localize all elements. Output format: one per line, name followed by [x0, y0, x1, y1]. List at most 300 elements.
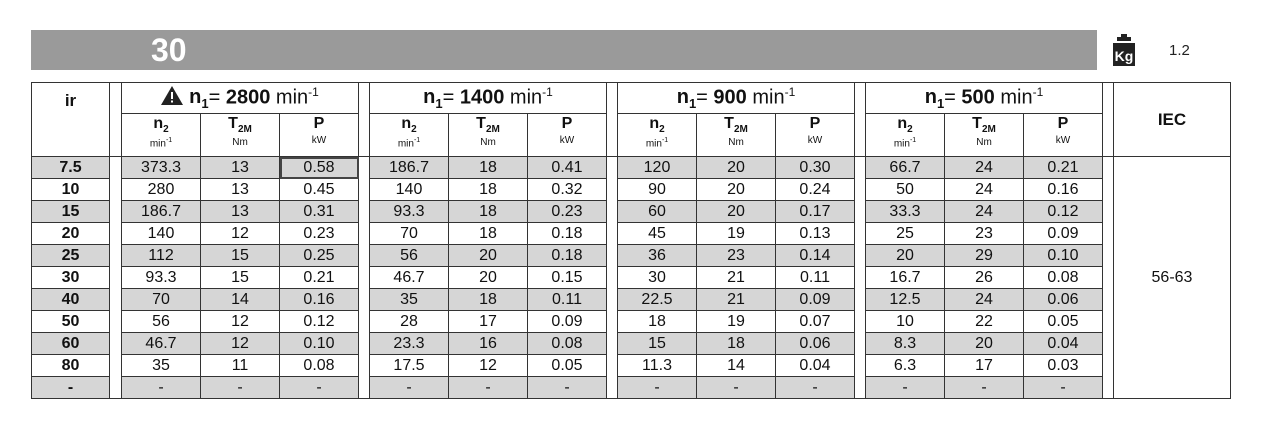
quantity-unit: $\min^{-1}$ [149, 137, 173, 150]
value-cell: 12 [201, 223, 280, 245]
value-cell: 20 [945, 333, 1024, 355]
value-cell: 26 [945, 267, 1024, 289]
input-speed-value: 500 [961, 86, 995, 109]
quantity-header [122, 114, 201, 157]
value-cell: 0.10 [1024, 245, 1103, 267]
column-gap [359, 83, 370, 157]
value-cell: 20 [697, 201, 776, 223]
quantity-unit: Nm [976, 137, 992, 149]
quantity-header [697, 114, 776, 157]
value-cell: 17.5 [370, 355, 449, 377]
quantity-header [449, 114, 528, 157]
value-cell: 46.7 [122, 333, 201, 355]
weight-value: 1.2 [1169, 42, 1190, 59]
table-row [32, 245, 1231, 267]
column-gap [110, 179, 122, 201]
value-cell: 0.41 [528, 157, 607, 179]
speed-unit: min [746, 86, 785, 109]
column-gap [1103, 83, 1114, 157]
quantity-symbol: P [313, 115, 325, 132]
column-gap [607, 267, 618, 289]
value-cell: 0.08 [528, 333, 607, 355]
column-gap [855, 157, 866, 179]
unit-exponent: -1 [661, 137, 669, 145]
column-gap [855, 333, 866, 355]
value-cell: 0.04 [1024, 333, 1103, 355]
value-cell: 21 [697, 267, 776, 289]
ratio-cell: 50 [32, 311, 110, 333]
value-cell: 12 [201, 333, 280, 355]
value-cell: 22.5 [618, 289, 697, 311]
table-row [32, 377, 1231, 399]
value-cell: 0.08 [280, 355, 359, 377]
value-cell: 22 [945, 311, 1024, 333]
value-cell: 0.16 [1024, 179, 1103, 201]
column-gap [607, 179, 618, 201]
value-cell: - [697, 377, 776, 399]
ratio-cell: 20 [32, 223, 110, 245]
column-gap [855, 267, 866, 289]
value-cell: 11 [201, 355, 280, 377]
value-cell: 46.7 [370, 267, 449, 289]
value-cell: 13 [201, 179, 280, 201]
table-row [32, 333, 1231, 355]
column-gap [110, 245, 122, 267]
value-cell: 0.23 [280, 223, 359, 245]
value-cell: 93.3 [370, 201, 449, 223]
column-gap [110, 201, 122, 223]
column-gap [1103, 245, 1114, 267]
column-gap [110, 223, 122, 245]
quantity-subscript: 2M [733, 124, 748, 136]
value-cell: 186.7 [370, 157, 449, 179]
value-cell: 0.14 [776, 245, 855, 267]
column-gap [1103, 179, 1114, 201]
table-row [32, 179, 1231, 201]
value-cell: 0.09 [528, 311, 607, 333]
speed-symbol: $n_1$ [423, 86, 443, 112]
column-gap [110, 333, 122, 355]
quantity-header [528, 114, 607, 157]
column-gap [359, 267, 370, 289]
quantity-subscript: 2M [981, 124, 996, 136]
table-row [32, 355, 1231, 377]
table-row [32, 311, 1231, 333]
value-cell: 373.3 [122, 157, 201, 179]
table-row [32, 157, 1231, 179]
value-cell: 16 [449, 333, 528, 355]
speed-unit: min [504, 86, 543, 109]
quantity-subscript: 2 [411, 124, 417, 136]
column-gap [110, 267, 122, 289]
value-cell: - [618, 377, 697, 399]
column-gap [855, 311, 866, 333]
ratio-cell: 40 [32, 289, 110, 311]
value-cell: 0.21 [280, 267, 359, 289]
value-cell: 10 [866, 311, 945, 333]
quantity-header [1024, 114, 1103, 157]
value-cell: 20 [449, 267, 528, 289]
value-cell: 17 [945, 355, 1024, 377]
value-cell: 0.32 [528, 179, 607, 201]
unit-exponent: -1 [909, 137, 917, 145]
value-cell: 56 [122, 311, 201, 333]
value-cell: 90 [618, 179, 697, 201]
column-gap [607, 355, 618, 377]
value-cell: 0.18 [528, 223, 607, 245]
value-cell: 0.11 [776, 267, 855, 289]
weight-indicator [1113, 30, 1223, 70]
iec-header: IEC [1114, 83, 1231, 157]
value-cell: 18 [449, 201, 528, 223]
value-cell: 18 [618, 311, 697, 333]
value-cell: 23 [945, 223, 1024, 245]
column-gap [607, 245, 618, 267]
value-cell: 112 [122, 245, 201, 267]
column-gap [607, 311, 618, 333]
quantity-header [280, 114, 359, 157]
value-cell: 0.10 [280, 333, 359, 355]
header-row-groups [32, 83, 1231, 114]
svg-text:Kg: Kg [1114, 48, 1134, 64]
column-gap [359, 201, 370, 223]
value-cell: 30 [618, 267, 697, 289]
value-cell: 0.23 [528, 201, 607, 223]
value-cell: 36 [618, 245, 697, 267]
quantity-unit: $\min^{-1}$ [893, 137, 917, 150]
column-gap [1103, 157, 1114, 179]
value-cell: 70 [370, 223, 449, 245]
value-cell: 35 [370, 289, 449, 311]
value-cell: 24 [945, 289, 1024, 311]
speed-symbol: $n_1$ [924, 86, 945, 112]
gearbox-size: 30 [151, 32, 187, 68]
column-gap [607, 377, 618, 399]
column-gap [607, 289, 618, 311]
column-gap [359, 179, 370, 201]
equals-sign: = [442, 86, 460, 109]
value-cell: 20 [697, 157, 776, 179]
column-gap [1103, 355, 1114, 377]
value-cell: 280 [122, 179, 201, 201]
column-gap [359, 245, 370, 267]
quantity-unit: Nm [232, 137, 248, 149]
speed-subscript: 1 [435, 96, 443, 112]
value-cell: 24 [945, 201, 1024, 223]
quantity-header [776, 114, 855, 157]
value-cell: 93.3 [122, 267, 201, 289]
quantity-symbol: $T_{2M}$ [724, 115, 748, 136]
column-gap [607, 157, 618, 179]
quantity-symbol: $T_{2M}$ [228, 115, 252, 136]
quantity-symbol: $n_2$ [153, 115, 169, 136]
quantity-symbol: $T_{2M}$ [476, 115, 500, 136]
column-gap [855, 201, 866, 223]
column-gap [359, 311, 370, 333]
unit-exponent: -1 [413, 137, 421, 145]
column-gap [1103, 201, 1114, 223]
value-cell: 0.03 [1024, 355, 1103, 377]
column-gap [359, 289, 370, 311]
value-cell: 28 [370, 311, 449, 333]
column-gap [855, 355, 866, 377]
value-cell: 20 [449, 245, 528, 267]
value-cell: - [201, 377, 280, 399]
value-cell: 0.05 [528, 355, 607, 377]
quantity-unit: Nm [480, 137, 496, 149]
quantity-unit: kW [559, 135, 575, 146]
ratio-cell: - [32, 377, 110, 399]
quantity-unit: Nm [728, 137, 744, 149]
speed-subscript: 1 [936, 96, 945, 112]
quantity-symbol: $n_2$ [897, 115, 913, 136]
table-row [32, 201, 1231, 223]
speed-subscript: 1 [201, 96, 209, 112]
column-gap [855, 179, 866, 201]
speed-group-header [122, 83, 359, 114]
speed-group-header [370, 83, 607, 114]
quantity-unit: $\min^{-1}$ [645, 137, 669, 150]
value-cell: 18 [449, 179, 528, 201]
column-gap [1103, 267, 1114, 289]
warning-icon [161, 86, 183, 105]
value-cell: 24 [945, 157, 1024, 179]
quantity-header [945, 114, 1024, 157]
column-gap [110, 289, 122, 311]
speed-symbol: $n_1$ [189, 86, 209, 112]
quantity-unit: $\min^{-1}$ [397, 137, 421, 150]
highlighted-value-cell: 0.58 [280, 157, 359, 179]
value-cell: - [945, 377, 1024, 399]
value-cell: 15 [201, 245, 280, 267]
value-cell: 0.25 [280, 245, 359, 267]
value-cell: 11.3 [618, 355, 697, 377]
value-cell: 16.7 [866, 267, 945, 289]
ratio-cell: 60 [32, 333, 110, 355]
ratio-cell: 15 [32, 201, 110, 223]
column-gap [359, 223, 370, 245]
value-cell: 12 [449, 355, 528, 377]
equals-sign: = [944, 86, 962, 109]
value-cell: 0.16 [280, 289, 359, 311]
value-cell: 186.7 [122, 201, 201, 223]
value-cell: 50 [866, 179, 945, 201]
speed-unit: min [994, 86, 1033, 109]
value-cell: - [528, 377, 607, 399]
value-cell: 20 [866, 245, 945, 267]
quantity-symbol: $n_2$ [649, 115, 665, 136]
value-cell: 0.04 [776, 355, 855, 377]
value-cell: 60 [618, 201, 697, 223]
equals-sign: = [696, 86, 714, 109]
column-gap [359, 377, 370, 399]
value-cell: 0.45 [280, 179, 359, 201]
value-cell: 25 [866, 223, 945, 245]
column-gap [607, 223, 618, 245]
value-cell: 140 [122, 223, 201, 245]
value-cell: 0.13 [776, 223, 855, 245]
quantity-symbol: P [1057, 115, 1069, 132]
performance-table [31, 82, 1231, 399]
value-cell: 0.09 [1024, 223, 1103, 245]
quantity-subscript: 2 [163, 124, 169, 136]
value-cell: 14 [201, 289, 280, 311]
quantity-unit: kW [1055, 135, 1071, 146]
column-gap [855, 83, 866, 157]
value-cell: - [370, 377, 449, 399]
value-cell: 120 [618, 157, 697, 179]
value-cell: - [449, 377, 528, 399]
column-gap [359, 157, 370, 179]
value-cell: 18 [449, 289, 528, 311]
value-cell: 6.3 [866, 355, 945, 377]
value-cell: 18 [697, 333, 776, 355]
quantity-unit: kW [311, 135, 327, 146]
value-cell: 45 [618, 223, 697, 245]
value-cell: 66.7 [866, 157, 945, 179]
value-cell: - [122, 377, 201, 399]
quantity-subscript: 2 [907, 124, 913, 136]
value-cell: 33.3 [866, 201, 945, 223]
column-gap [1103, 223, 1114, 245]
value-cell: 0.30 [776, 157, 855, 179]
column-gap [1103, 333, 1114, 355]
value-cell: 0.11 [528, 289, 607, 311]
column-gap [1103, 377, 1114, 399]
column-gap [855, 223, 866, 245]
table-row [32, 223, 1231, 245]
value-cell: 21 [697, 289, 776, 311]
equals-sign: = [208, 86, 226, 109]
title-bar [31, 30, 1097, 70]
column-gap [110, 157, 122, 179]
value-cell: 14 [697, 355, 776, 377]
value-cell: 17 [449, 311, 528, 333]
speed-symbol: $n_1$ [676, 86, 697, 112]
unit-exponent: -1 [542, 84, 553, 99]
column-gap [1103, 289, 1114, 311]
value-cell: 19 [697, 311, 776, 333]
speed-group-header [866, 83, 1103, 114]
ratio-cell: 10 [32, 179, 110, 201]
value-cell: 0.31 [280, 201, 359, 223]
table-row [32, 267, 1231, 289]
column-gap [855, 377, 866, 399]
value-cell: 70 [122, 289, 201, 311]
value-cell: 13 [201, 201, 280, 223]
column-gap [1103, 311, 1114, 333]
value-cell: 0.17 [776, 201, 855, 223]
value-cell: 20 [697, 179, 776, 201]
column-gap [359, 333, 370, 355]
unit-exponent: -1 [308, 84, 319, 99]
ratio-cell: 80 [32, 355, 110, 377]
value-cell: 15 [618, 333, 697, 355]
value-cell: 15 [201, 267, 280, 289]
value-cell: 0.12 [1024, 201, 1103, 223]
value-cell: 0.21 [1024, 157, 1103, 179]
quantity-header [370, 114, 449, 157]
quantity-header [618, 114, 697, 157]
kg-weight-icon [1113, 34, 1135, 66]
ratio-cell: 7.5 [32, 157, 110, 179]
quantity-symbol: P [561, 115, 573, 132]
value-cell: - [1024, 377, 1103, 399]
speed-subscript: 1 [688, 96, 697, 112]
quantity-header [201, 114, 280, 157]
value-cell: 18 [449, 223, 528, 245]
value-cell: 12 [201, 311, 280, 333]
value-cell: 0.15 [528, 267, 607, 289]
quantity-header [866, 114, 945, 157]
unit-exponent: -1 [1032, 84, 1044, 99]
header-row-quantities [32, 114, 1231, 157]
value-cell: - [866, 377, 945, 399]
speed-unit: min [270, 86, 309, 109]
value-cell: 8.3 [866, 333, 945, 355]
table-row [32, 289, 1231, 311]
column-gap [607, 83, 618, 157]
value-cell: - [776, 377, 855, 399]
value-cell: 0.24 [776, 179, 855, 201]
value-cell: 140 [370, 179, 449, 201]
value-cell: 0.12 [280, 311, 359, 333]
value-cell: 0.05 [1024, 311, 1103, 333]
value-cell: 0.08 [1024, 267, 1103, 289]
ir-header: ir [32, 83, 110, 157]
quantity-symbol: P [809, 115, 821, 132]
input-speed-value: 1400 [459, 86, 505, 109]
quantity-symbol: $n_2$ [401, 115, 417, 136]
value-cell: 12.5 [866, 289, 945, 311]
column-gap [855, 245, 866, 267]
ratio-cell: 25 [32, 245, 110, 267]
value-cell: 0.09 [776, 289, 855, 311]
quantity-subscript: 2 [659, 124, 665, 136]
value-cell: 0.06 [1024, 289, 1103, 311]
column-gap [855, 289, 866, 311]
input-speed-value: 900 [713, 86, 747, 109]
value-cell: 23.3 [370, 333, 449, 355]
column-gap [607, 201, 618, 223]
value-cell: 0.18 [528, 245, 607, 267]
column-gap [110, 377, 122, 399]
value-cell: 56 [370, 245, 449, 267]
value-cell: 13 [201, 157, 280, 179]
speed-group-header [618, 83, 855, 114]
ratio-cell: 30 [32, 267, 110, 289]
quantity-subscript: 2M [485, 124, 500, 136]
column-gap [607, 333, 618, 355]
value-cell: 24 [945, 179, 1024, 201]
value-cell: - [280, 377, 359, 399]
quantity-unit: kW [807, 135, 823, 146]
column-gap [110, 83, 122, 157]
column-gap [359, 355, 370, 377]
value-cell: 18 [449, 157, 528, 179]
iec-value: 56-63 [1114, 157, 1231, 399]
input-speed-value: 2800 [225, 86, 271, 109]
column-gap [110, 355, 122, 377]
value-cell: 19 [697, 223, 776, 245]
value-cell: 29 [945, 245, 1024, 267]
unit-exponent: -1 [165, 137, 173, 145]
quantity-subscript: 2M [237, 124, 252, 136]
column-gap [110, 311, 122, 333]
value-cell: 0.06 [776, 333, 855, 355]
value-cell: 35 [122, 355, 201, 377]
unit-exponent: -1 [784, 84, 796, 99]
